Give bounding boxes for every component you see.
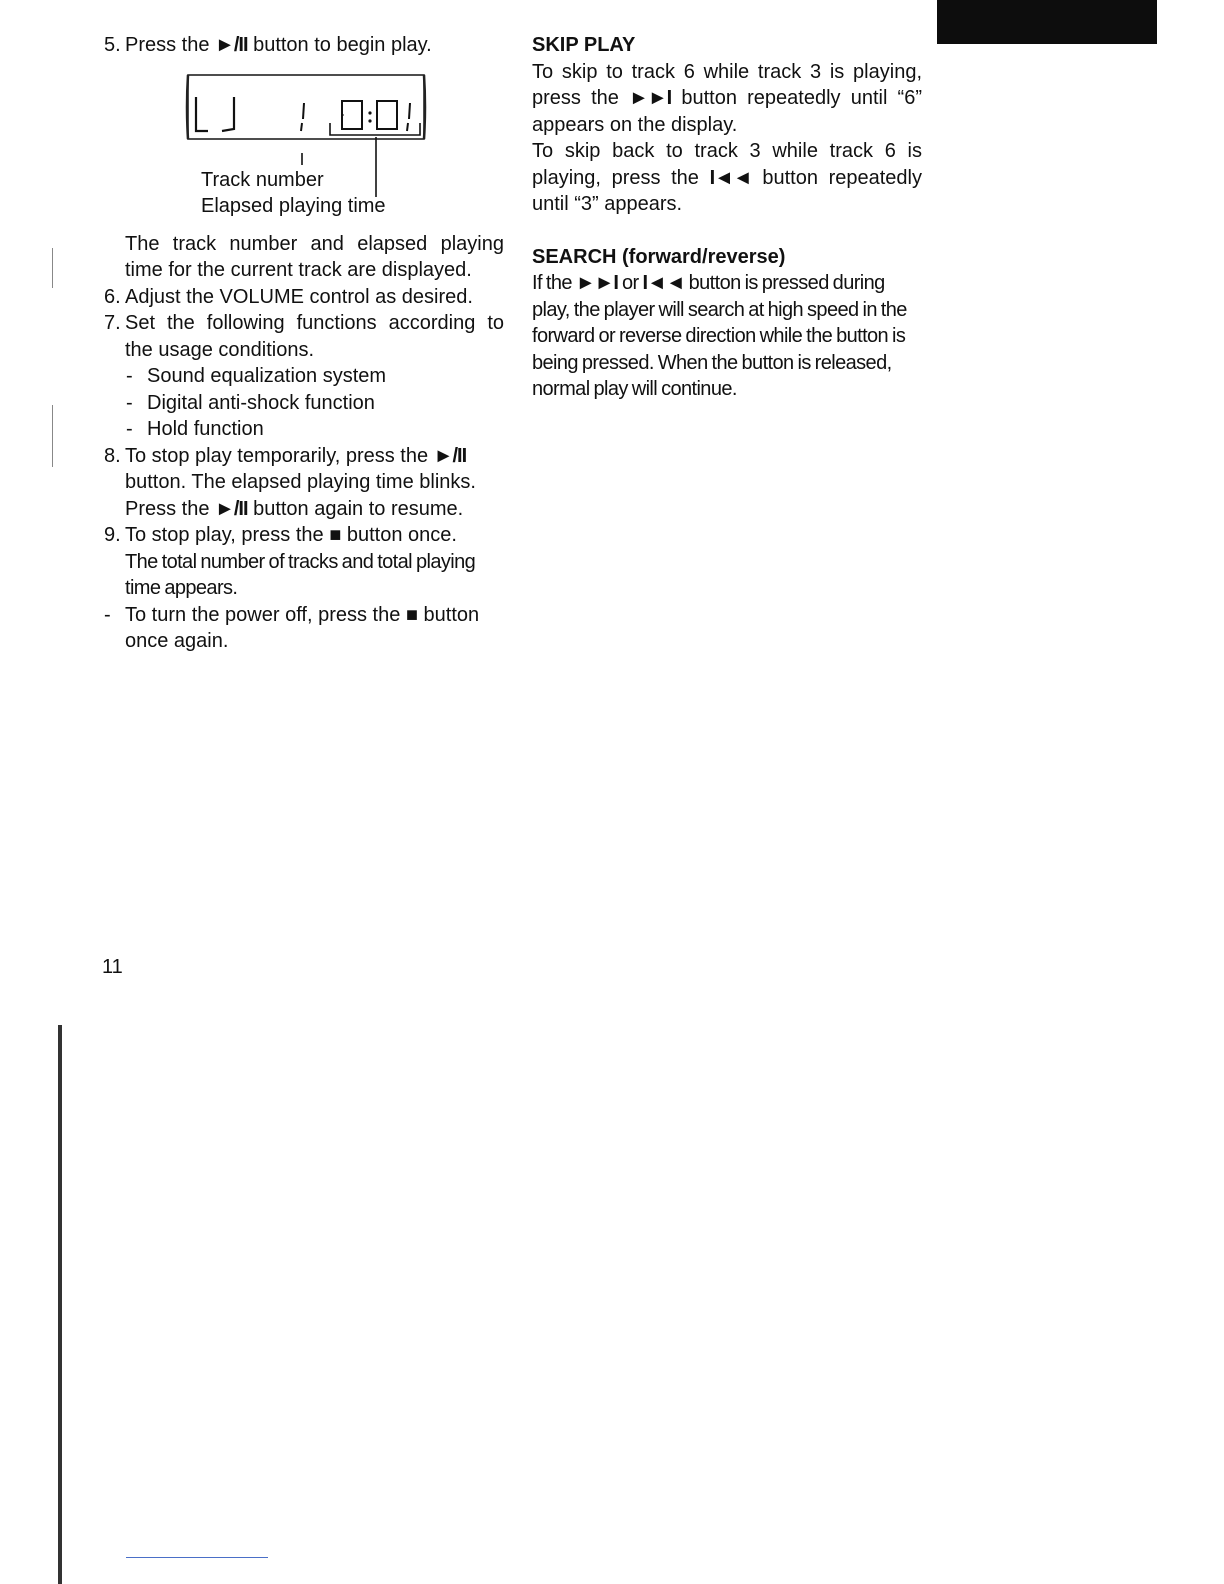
- step-number: 9.: [104, 524, 121, 546]
- step-text: To stop play temporarily, press the: [125, 444, 434, 467]
- skip-play-back-text: [532, 138, 922, 218]
- step-text: button again to resume.: [247, 497, 464, 520]
- step-text: button to begin play.: [247, 34, 432, 56]
- subitem-text: Sound equalization system: [147, 365, 387, 387]
- step-text: To stop play, press the: [125, 524, 330, 546]
- step-7-subitem: - Hold function: [126, 418, 264, 440]
- paragraph-text: If the: [532, 272, 576, 294]
- left-column: [104, 32, 504, 655]
- dash-marker: -: [104, 603, 111, 626]
- scan-mark: [52, 248, 53, 288]
- lcd-digit-0b: [377, 101, 397, 129]
- step-9: [104, 522, 504, 549]
- step-text: button once again.: [125, 603, 480, 652]
- step-7: [104, 310, 504, 363]
- subitem-text: Digital anti-shock function: [147, 391, 375, 414]
- step-8: [104, 443, 504, 523]
- paragraph-text: or: [618, 272, 643, 294]
- skip-forward-symbol: ►►I: [575, 272, 618, 294]
- paragraph-text: button repeatedly until “6” appears on the display.: [532, 87, 922, 136]
- step-number: 6.: [104, 285, 121, 308]
- paragraph-text: button is pressed during play, the player will search at high speed in the forward or reverse direction while the button is being pressed. When the button is released, normal play will continue.: [532, 272, 907, 400]
- skip-back-symbol: I◄◄: [709, 166, 752, 189]
- page-number: 11: [102, 956, 123, 978]
- paragraph-text: To skip back to track 3 while track 6 is playing, press the: [532, 140, 922, 189]
- step-text: Press the: [125, 34, 216, 56]
- play-pause-symbol: ►/II: [215, 497, 248, 520]
- step-number: 5.: [104, 34, 121, 56]
- scan-edge-shadow: [58, 1025, 62, 1584]
- skip-play-forward-text: [532, 59, 922, 139]
- stop-symbol: ■: [405, 603, 418, 626]
- right-column: [532, 32, 922, 403]
- step-6: [104, 284, 504, 311]
- stop-symbol: ■: [329, 524, 342, 546]
- elapsed-time-label: Elapsed playing time: [201, 194, 386, 217]
- step-text: button. The elapsed playing time blinks. Press the: [125, 471, 476, 520]
- step-5: [104, 32, 504, 59]
- step-text: Adjust the VOLUME control as desired.: [125, 285, 473, 308]
- scan-mark: [52, 405, 53, 467]
- skip-back-symbol: I◄◄: [642, 272, 685, 294]
- paragraph-text: To skip to track 6 while track 3 is playing, press the: [532, 60, 922, 109]
- play-pause-symbol: ►/II: [215, 34, 248, 56]
- search-heading: SEARCH (forward/reverse): [532, 245, 786, 268]
- step-5-note: The track number and elapsed playing time for the current track are displayed.: [125, 232, 504, 281]
- step-9-detail: The total number of tracks and total playing time appears.: [125, 550, 476, 599]
- lcd-display-figure: [104, 67, 504, 217]
- section-tab-bar: [937, 0, 1157, 44]
- lcd-digit-0: [342, 101, 362, 129]
- paragraph-text: button repeatedly until “3” appears.: [532, 166, 922, 215]
- track-number-label: Track number: [201, 168, 324, 191]
- step-number: 8.: [104, 444, 121, 467]
- skip-forward-symbol: ►►I: [629, 87, 672, 109]
- footer-rule: [126, 1557, 268, 1558]
- lcd-segment: [196, 97, 208, 131]
- power-off-note: [104, 602, 504, 655]
- subitem-text: Hold function: [147, 418, 264, 440]
- play-pause-symbol: ►/II: [433, 444, 467, 467]
- step-7-subitem: - Sound equalization system: [126, 365, 387, 387]
- skip-play-heading: SKIP PLAY: [532, 34, 636, 56]
- step-text: To turn the power off, press the: [125, 603, 406, 626]
- step-7-subitem: - Digital anti-shock function: [126, 391, 375, 414]
- lcd-segment: [222, 97, 234, 131]
- step-number: 7.: [104, 312, 121, 334]
- step-text: Set the following functions according to the usage conditions.: [125, 312, 504, 361]
- search-text: [532, 270, 922, 403]
- step-text: button once.: [341, 524, 457, 546]
